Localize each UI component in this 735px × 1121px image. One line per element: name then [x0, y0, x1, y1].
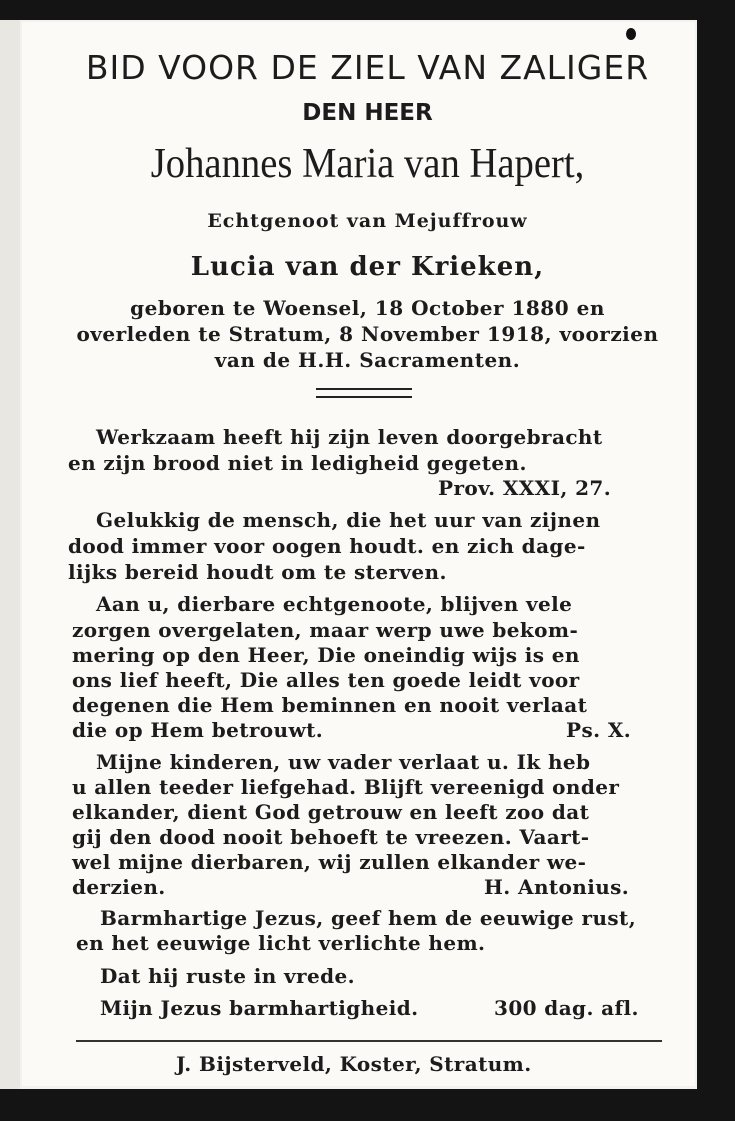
- spouse-intro: Echtgenoot van Mejuffrouw: [207, 210, 528, 232]
- spouse-name: Lucia van der Krieken,: [190, 252, 545, 282]
- text-line: en het eeuwige licht verlichte hem.: [76, 931, 486, 955]
- footer-rule: [76, 1040, 662, 1042]
- sacraments-line: van de H.H. Sacramenten.: [214, 348, 521, 372]
- text-line: mering op den Heer, Die oneindig wijs is en: [72, 643, 580, 667]
- text-line: dood immer voor oogen houdt. en zich dage-: [68, 534, 586, 558]
- birth-line: geboren te Woensel, 18 October 1880 en: [130, 296, 605, 320]
- text-line: Gelukkig de mensch, die het uur van zijnen: [96, 508, 601, 532]
- title-heading: DEN HEER: [302, 100, 433, 126]
- left-edge: [0, 0, 20, 1121]
- divider-rule-top: [316, 388, 412, 390]
- text-line: Barmhartige Jezus, geef hem de eeuwige rust,: [100, 906, 637, 930]
- divider-rule-bottom: [316, 396, 412, 398]
- indulgence-note: 300 dag. afl.: [494, 996, 639, 1020]
- text-line: derzien.: [72, 875, 166, 899]
- text-line: Werkzaam heeft hij zijn leven doorgebracht: [96, 425, 603, 449]
- text-line: u allen teeder liefgehad. Blijft vereenigd onder: [72, 775, 620, 799]
- text-line: ons lief heeft, Die alles ten goede leidt voor: [72, 668, 580, 692]
- text-line: Mijne kinderen, uw vader verlaat u. Ik heb: [96, 750, 591, 774]
- scripture-reference: Prov. XXXI, 27.: [438, 476, 612, 500]
- text-line: gij den dood nooit behoeft te vreezen. Vaart-: [72, 825, 590, 849]
- text-line: Aan u, dierbare echtgenoote, blijven vele: [96, 592, 573, 616]
- text-line: elkander, dient God getrouw en leeft zoo dat: [72, 800, 590, 824]
- text-line: degenen die Hem beminnen en nooit verlaat: [72, 693, 588, 717]
- prayer-heading: BID VOOR DE ZIEL VAN ZALIGER: [85, 48, 650, 87]
- text-line: en zijn brood niet in ledigheid gegeten.: [68, 451, 527, 475]
- printer-credit: J. Bijsterveld, Koster, Stratum.: [176, 1052, 532, 1076]
- text-line: lijks bereid houdt om te sterven.: [68, 560, 447, 584]
- text-line: Dat hij ruste in vrede.: [100, 964, 355, 988]
- black-border-bottom: [0, 1089, 735, 1121]
- ink-spot: [626, 28, 636, 40]
- black-border-top: [0, 0, 735, 20]
- scripture-reference: H. Antonius.: [484, 875, 630, 899]
- death-line: overleden te Stratum, 8 November 1918, voorzien: [76, 322, 659, 346]
- deceased-name: Johannes Maria van Hapert,: [150, 141, 585, 187]
- text-line: die op Hem betrouwt.: [72, 718, 324, 742]
- text-line: wel mijne dierbaren, wij zullen elkander we-: [72, 850, 587, 874]
- scripture-reference: Ps. X.: [566, 718, 632, 742]
- text-line: Mijn Jezus barmhartigheid.: [100, 996, 419, 1020]
- text-line: zorgen overgelaten, maar werp uwe bekom-: [72, 618, 579, 642]
